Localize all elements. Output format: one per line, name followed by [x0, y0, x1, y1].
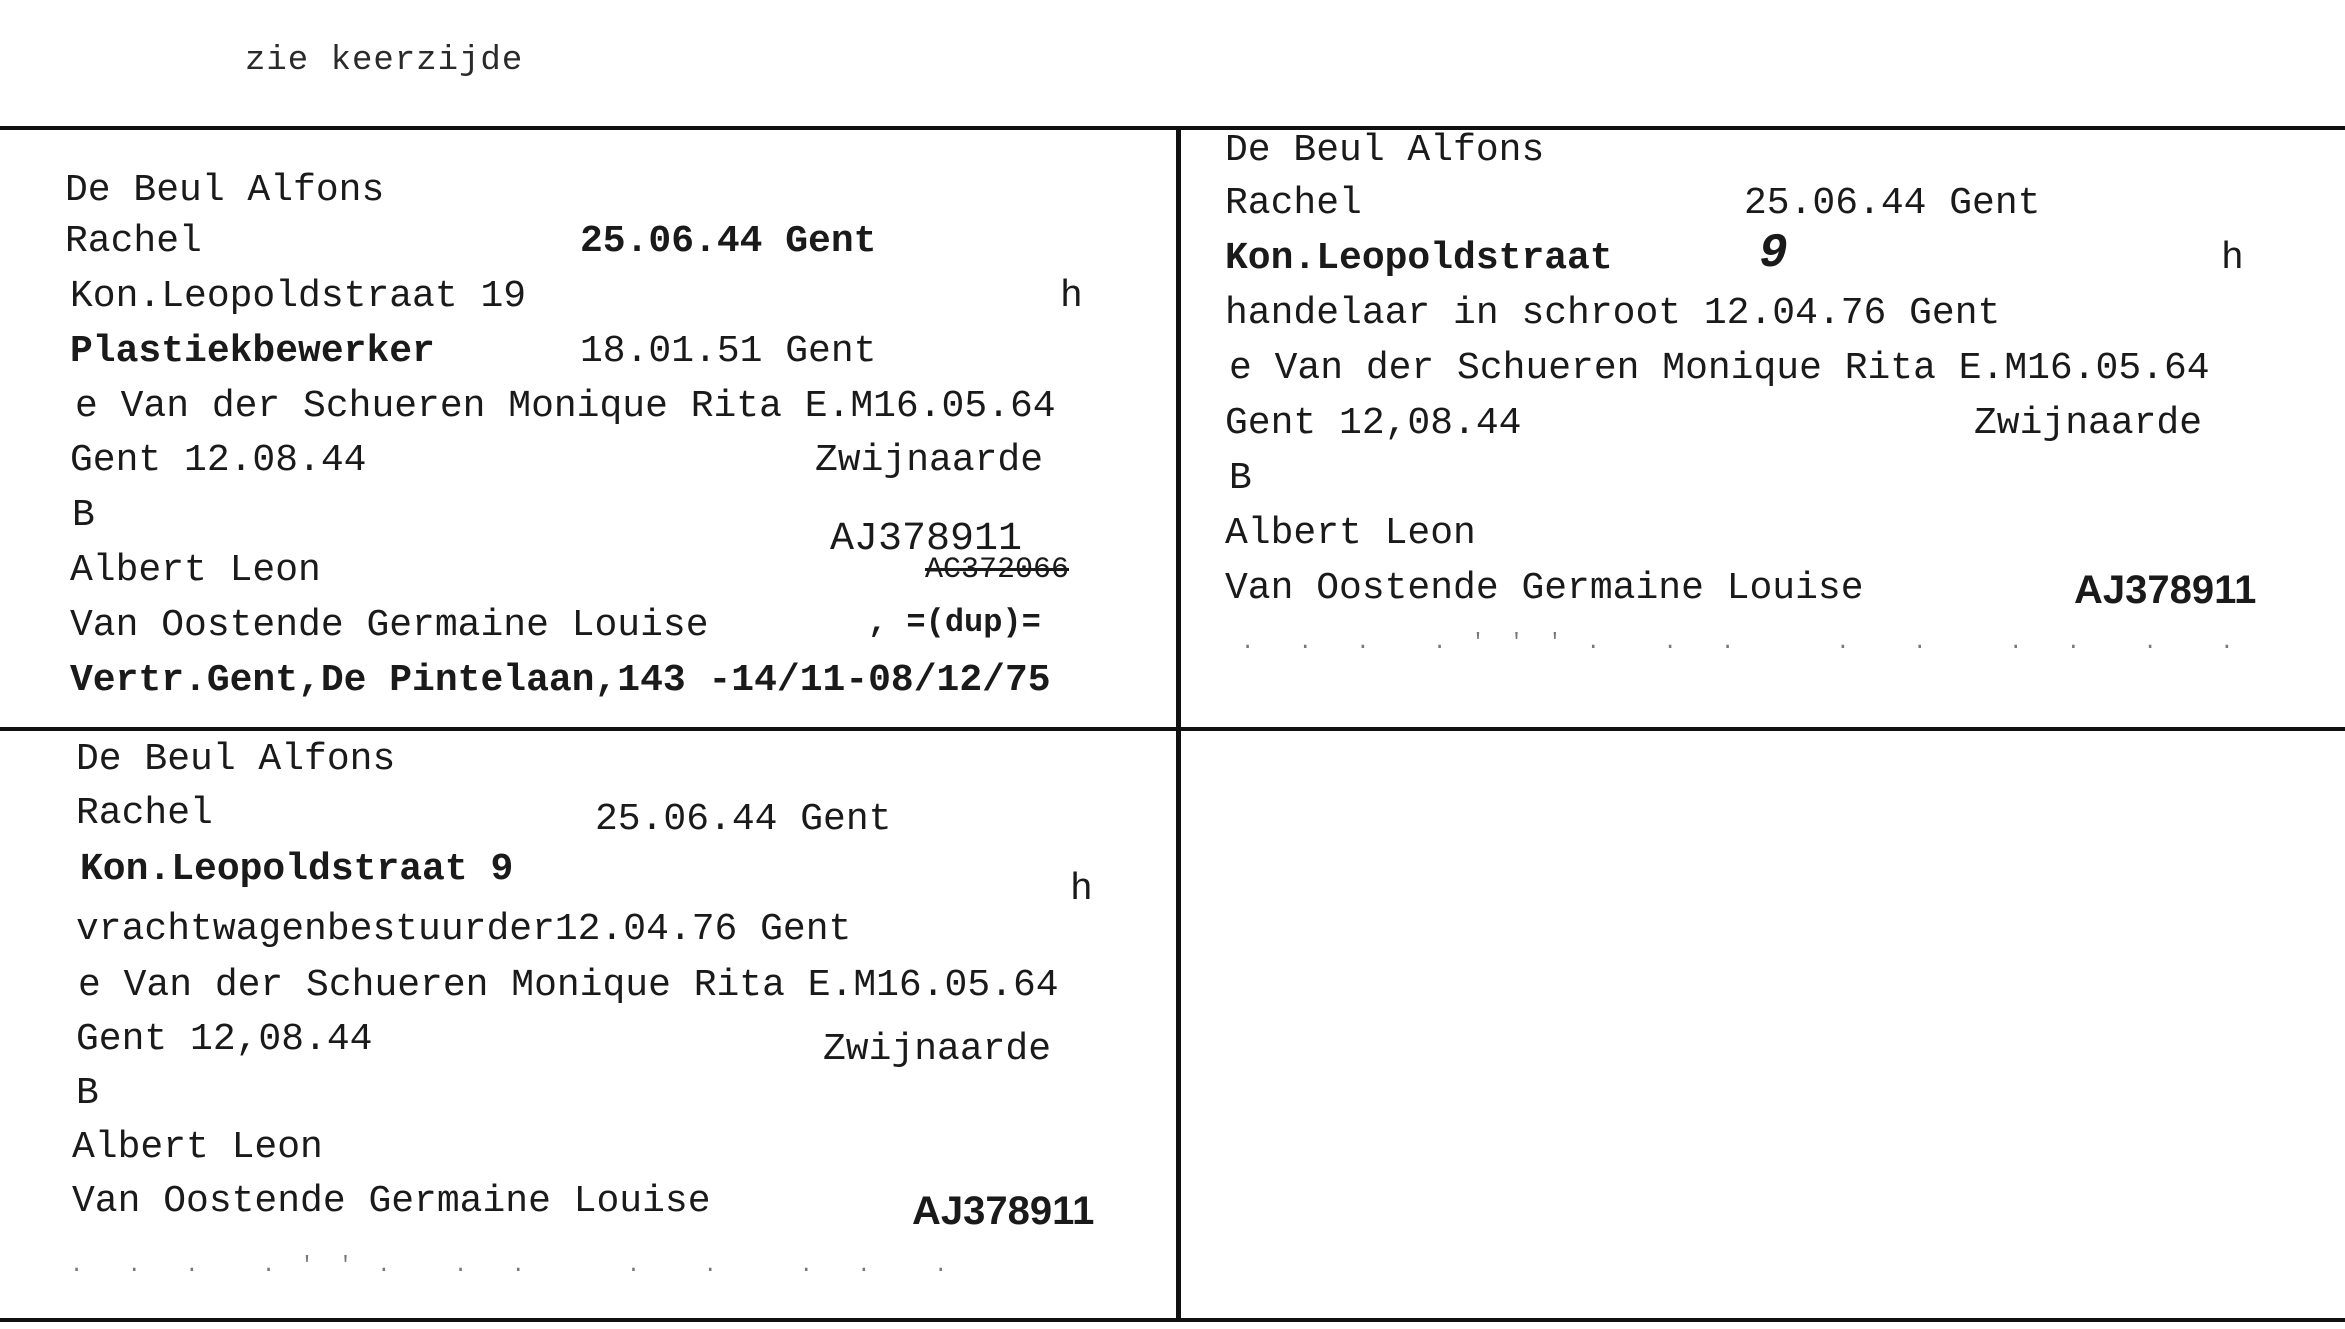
card1-sex: h — [1060, 275, 1083, 318]
card1-b: B — [72, 494, 95, 537]
header-note: zie keerzijde — [245, 42, 524, 80]
card3-mother: Van Oostende Germaine Louise — [72, 1180, 711, 1223]
card3-name: De Beul Alfons — [76, 738, 396, 781]
card1-mother: Van Oostende Germaine Louise — [70, 604, 709, 647]
record-card-2 — [1181, 130, 2345, 727]
card2-sex: h — [2221, 237, 2244, 280]
card2-father: Albert Leon — [1225, 512, 1476, 555]
card2-name: De Beul Alfons — [1225, 130, 1545, 172]
card1-street: Kon.Leopoldstraat 19 — [70, 275, 527, 318]
card1-job: Plastiekbewerker — [70, 330, 435, 373]
card1-departure: Vertr.Gent,De Pintelaan,143 -14/11-08/12/75 — [70, 659, 1051, 702]
card2-faint-speckle: . . . . ' ' ' . . . . . . . . . — [1241, 630, 2240, 655]
record-card-1 — [0, 130, 1176, 727]
card2-id: AJ378911 — [2074, 568, 2257, 612]
card3-sex: h — [1070, 868, 1093, 911]
card3-first-name: Rachel — [76, 792, 213, 835]
card3-birth: 25.06.44 Gent — [595, 798, 892, 841]
record-card-3 — [0, 731, 1176, 1318]
card1-name: De Beul Alfons — [65, 169, 385, 212]
card3-faint-speckle: . . . . ' ' . . . . . . . . — [70, 1253, 954, 1278]
card1-struck-id: AC372066 — [925, 553, 1070, 587]
card3-job: vrachtwagenbestuurder12.04.76 Gent — [76, 908, 852, 951]
card2-job: handelaar in schroot 12.04.76 Gent — [1225, 292, 2001, 335]
card2-street-no: 9 — [1759, 227, 1788, 281]
card3-id: AJ378911 — [912, 1189, 1095, 1233]
bottom-rule — [0, 1318, 2345, 1322]
card3-father: Albert Leon — [72, 1126, 323, 1169]
card2-b: B — [1229, 457, 1252, 500]
blank-card-4 — [1181, 731, 2345, 1318]
card2-mother: Van Oostende Germaine Louise — [1225, 567, 1864, 610]
card1-first-name: Rachel — [65, 220, 202, 263]
card1-id: AJ378911 — [830, 517, 1023, 562]
card1-father: Albert Leon — [70, 549, 321, 592]
card3-marriage-place: Zwijnaarde — [823, 1028, 1052, 1071]
card2-marriage: Gent 12,08.44 — [1225, 402, 1522, 445]
card3-marriage: Gent 12,08.44 — [76, 1018, 373, 1061]
card2-birth: 25.06.44 Gent — [1744, 182, 2041, 225]
card3-spouse: e Van der Schueren Monique Rita E.M16.05.64 — [78, 964, 1059, 1007]
card1-birth: 25.06.44 Gent — [580, 220, 877, 263]
card3-street: Kon.Leopoldstraat 9 — [80, 848, 514, 891]
card1-marriage: Gent 12.08.44 — [70, 439, 367, 482]
card1-marriage-place: Zwijnaarde — [815, 439, 1044, 482]
card2-marriage-place: Zwijnaarde — [1974, 402, 2203, 445]
card3-b: B — [76, 1072, 99, 1115]
card2-spouse: e Van der Schueren Monique Rita E.M16.05.64 — [1229, 347, 2210, 390]
card2-first-name: Rachel — [1225, 182, 1362, 225]
card2-street: Kon.Leopoldstraat — [1225, 237, 1613, 280]
card1-spouse: e Van der Schueren Monique Rita E.M16.05.64 — [75, 385, 1056, 428]
card1-job-date: 18.01.51 Gent — [580, 330, 877, 373]
card1-dup-mark: , =(dup)= — [868, 604, 1041, 641]
